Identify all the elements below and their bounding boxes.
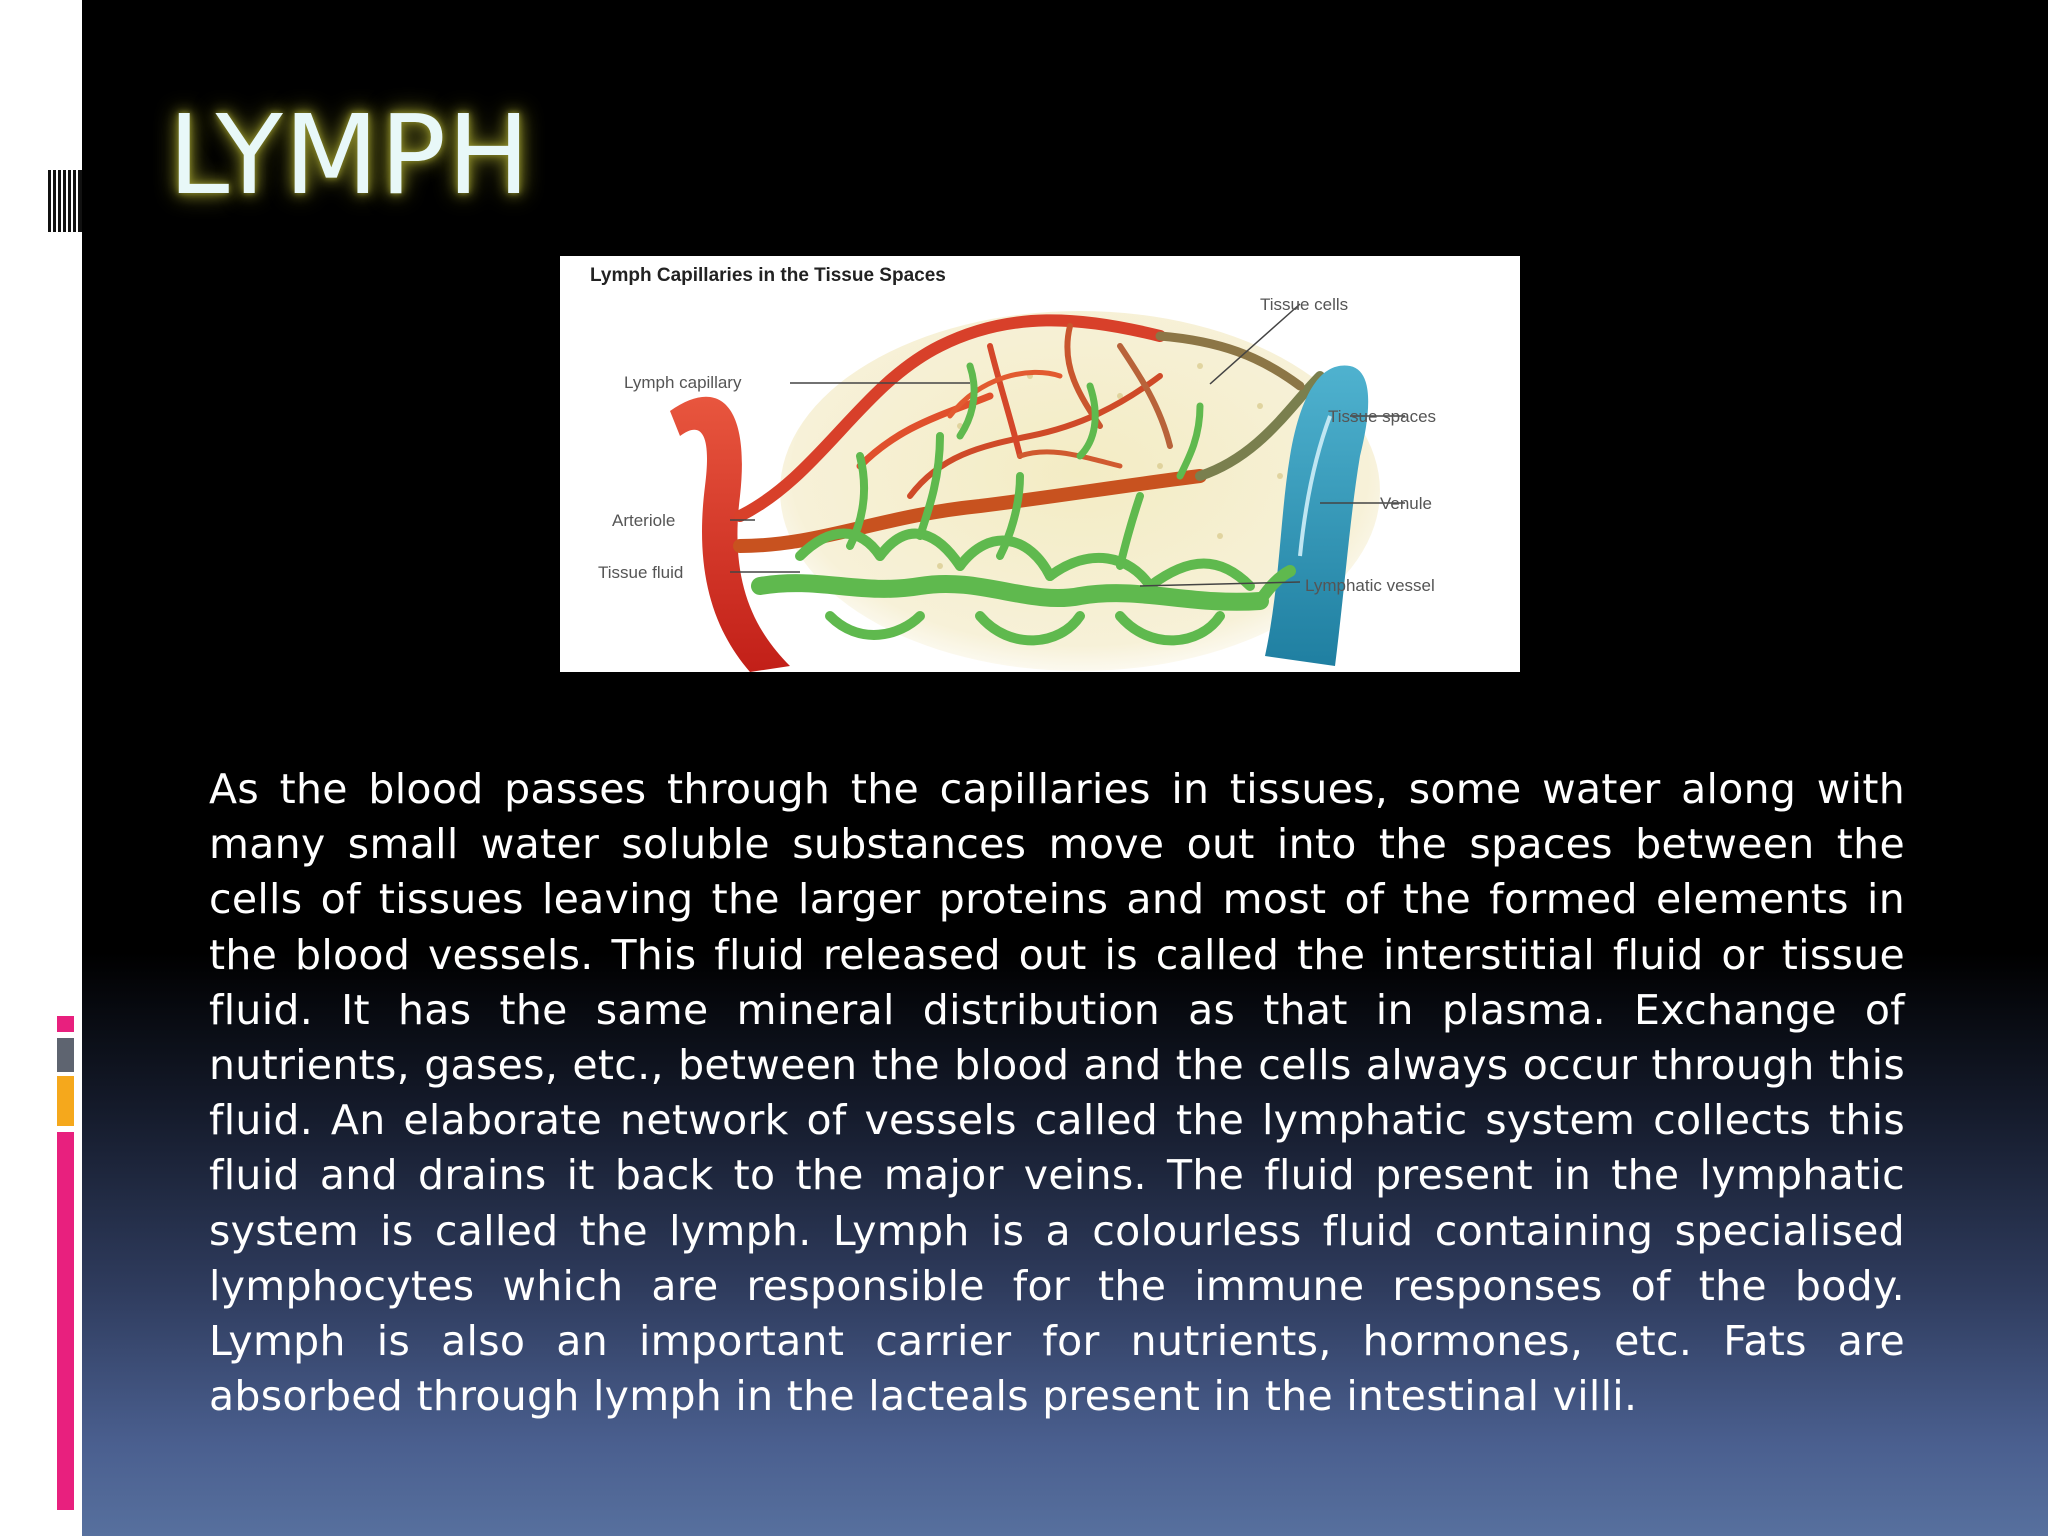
left-decorative-bar	[0, 0, 82, 1536]
decor-line	[73, 170, 76, 232]
diagram-heading: Lymph Capillaries in the Tissue Spaces	[590, 265, 946, 286]
decor-line	[53, 170, 56, 232]
decor-line	[63, 170, 66, 232]
body-paragraph: As the blood passes through the capillaries in tissues, some water along with many small water soluble substances move out into the spaces between the cells of tissues leaving the larger proteins and most of the formed elements in the blood vessels. This fluid released out is called the interstitial fluid or tissue fluid. It has the same mineral distribution as that in plasma. Exchange of nutrients, gases, etc., between the blood and the cells always occur through this fluid. An elaborate network of vessels called the lymphatic system collects this fluid and drains it back to the major veins. The fluid present in the lymphatic system is called the lymph. Lymph is a colourless fluid containing specialised lymphocytes which are responsible for the immune responses of the body. Lymph is also an important carrier for nutrients, hormones, etc. Fats are absorbed through lymph in the lacteals present in the intestinal villi.	[209, 765, 1905, 1421]
decor-line	[58, 170, 61, 232]
accent-pink-small	[57, 1016, 74, 1032]
label-lymph-capillary: Lymph capillary	[624, 373, 742, 392]
label-venule: Venule	[1380, 494, 1432, 513]
lymph-capillaries-diagram	[560, 256, 1520, 672]
label-tissue-spaces: Tissue spaces	[1328, 407, 1437, 426]
decor-line	[68, 170, 71, 232]
label-tissue-fluid: Tissue fluid	[598, 563, 684, 582]
accent-orange	[57, 1076, 74, 1126]
accent-gray	[57, 1038, 74, 1072]
label-tissue-cells: Tissue cells	[1260, 295, 1349, 314]
label-lymphatic-vessel: Lymphatic vessel	[1305, 576, 1435, 595]
slide-title: LYMPH	[168, 91, 531, 219]
arteriole-vessel	[670, 397, 790, 672]
diagram-illustration	[560, 256, 1520, 672]
decor-line	[48, 170, 51, 232]
accent-pink-large	[57, 1132, 74, 1510]
label-arteriole: Arteriole	[612, 511, 676, 530]
decor-line	[78, 170, 82, 232]
